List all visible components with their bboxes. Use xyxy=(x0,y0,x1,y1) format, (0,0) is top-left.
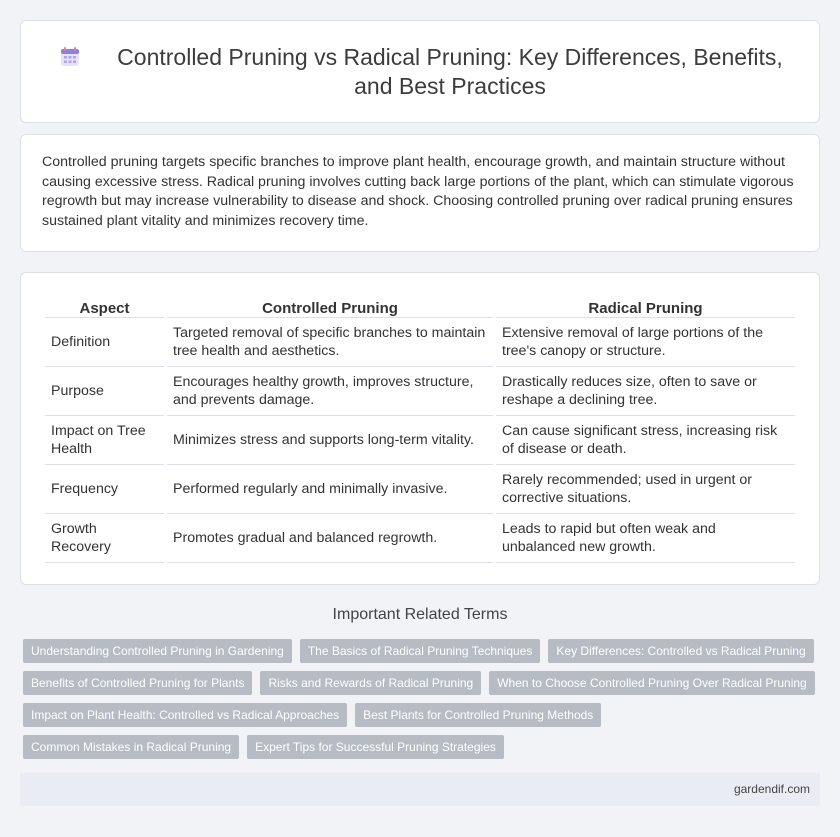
related-terms-list xyxy=(23,639,823,767)
related-term-link[interactable]: The Basics of Radical Pruning Techniques xyxy=(300,639,541,663)
related-terms-title: Important Related Terms xyxy=(332,606,508,623)
related-term-link[interactable]: When to Choose Controlled Pruning Over Radical Pruning xyxy=(489,671,815,695)
related-term-link[interactable]: Benefits of Controlled Pruning for Plants xyxy=(23,671,252,695)
related-term-link[interactable]: Risks and Rewards of Radical Pruning xyxy=(260,671,481,695)
table-cell: Can cause significant stress, increasing risk of disease or death. xyxy=(496,416,795,465)
table-cell: Promotes gradual and balanced regrowth. xyxy=(167,514,493,563)
related-term-link[interactable]: Key Differences: Controlled vs Radical Pruning xyxy=(548,639,813,663)
column-header: Radical Pruning xyxy=(496,295,795,318)
related-term-link[interactable]: Impact on Plant Health: Controlled vs Radical Approaches xyxy=(23,703,347,727)
comparison-table xyxy=(42,295,798,563)
column-header: Aspect xyxy=(45,295,164,318)
table-cell: Leads to rapid but often weak and unbalanced new growth. xyxy=(496,514,795,563)
table-cell: Rarely recommended; used in urgent or corrective situations. xyxy=(496,465,795,514)
table-cell: Purpose xyxy=(45,367,164,416)
related-term-link[interactable]: Understanding Controlled Pruning in Gardening xyxy=(23,639,292,663)
table-row xyxy=(45,465,795,514)
intro-text: Controlled pruning targets specific branches to improve plant health, encourage growth, and maintain structure without causing excessive stress. Radical pruning involves cutting back large portions of the plant, which can stimulate vigorous regrowth but may increase vulnerability to disease and shock. Choosing controlled pruning over radical pruning ensures sustained plant vitality and minimizes recovery time. xyxy=(42,154,794,229)
table-row xyxy=(45,318,795,367)
column-header: Controlled Pruning xyxy=(167,295,493,318)
table-cell: Impact on Tree Health xyxy=(45,416,164,465)
table-cell: Encourages healthy growth, improves structure, and prevents damage. xyxy=(167,367,493,416)
table-cell: Drastically reduces size, often to save or reshape a declining tree. xyxy=(496,367,795,416)
related-term-link[interactable]: Common Mistakes in Radical Pruning xyxy=(23,735,239,759)
table-row xyxy=(45,367,795,416)
table-cell: Minimizes stress and supports long-term vitality. xyxy=(167,416,493,465)
page-title: Controlled Pruning vs Radical Pruning: Key Differences, Benefits, and Best Practices xyxy=(117,43,783,99)
related-term-link[interactable]: Best Plants for Controlled Pruning Methods xyxy=(355,703,601,727)
comparison-card xyxy=(20,272,820,585)
table-cell: Performed regularly and minimally invasive. xyxy=(167,465,493,514)
table-row xyxy=(45,514,795,563)
intro-card xyxy=(20,134,820,252)
table-header-row xyxy=(45,295,795,318)
table-cell: Extensive removal of large portions of the tree's canopy or structure. xyxy=(496,318,795,367)
table-cell: Growth Recovery xyxy=(45,514,164,563)
table-cell: Frequency xyxy=(45,465,164,514)
header-card xyxy=(20,20,820,123)
table-cell: Definition xyxy=(45,318,164,367)
footer xyxy=(20,773,820,806)
related-term-link[interactable]: Expert Tips for Successful Pruning Strategies xyxy=(247,735,504,759)
table-cell: Targeted removal of specific branches to maintain tree health and aesthetics. xyxy=(167,318,493,367)
table-row xyxy=(45,416,795,465)
site-name: gardendif.com xyxy=(733,782,810,796)
